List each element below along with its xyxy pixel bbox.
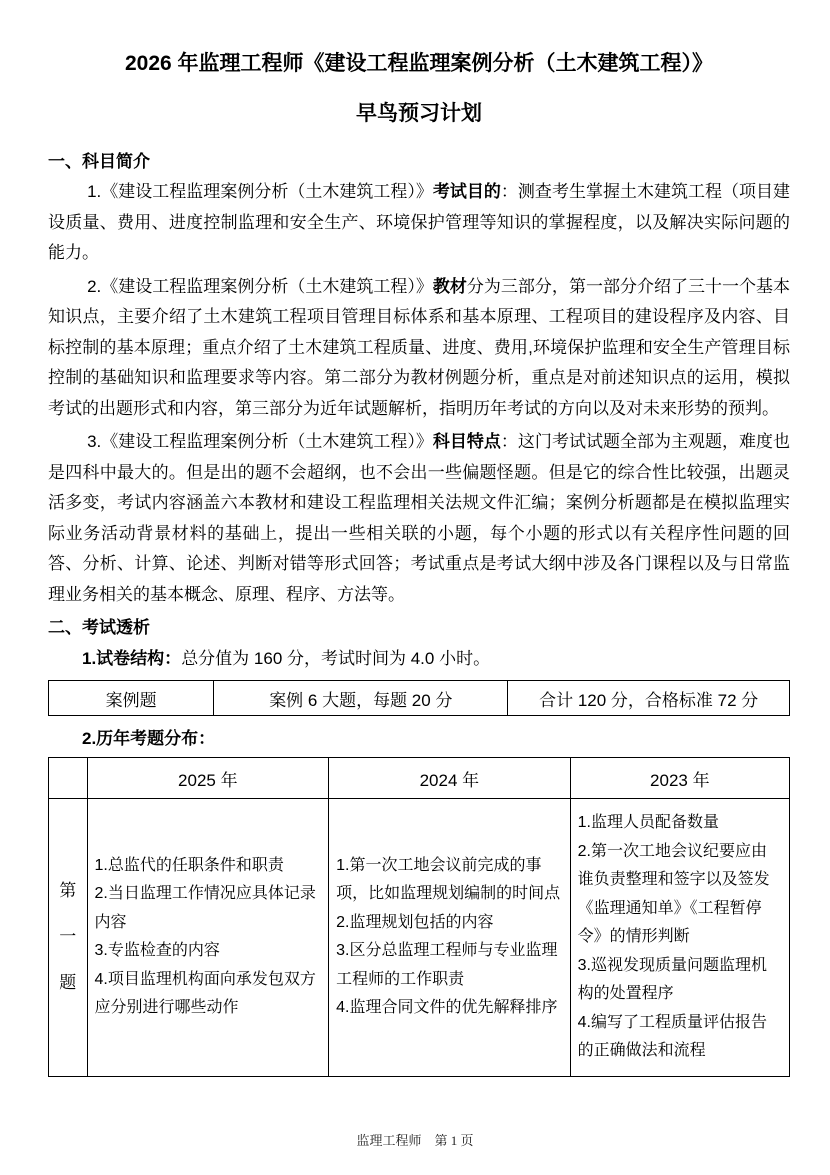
year-header-2024: 2024 年 — [329, 758, 571, 799]
distribution-table — [48, 757, 790, 1077]
page-subtitle: 早鸟预习计划 — [356, 102, 482, 125]
intro-paragraph-1 — [48, 177, 790, 269]
topic-item: 1.监理人员配备数量 — [577, 814, 720, 831]
page-title: 2026 年监理工程师《建设工程监理案例分析（土木建筑工程）》 — [124, 52, 714, 75]
year-header-2023: 2023 年 — [570, 758, 789, 799]
table-row — [49, 799, 790, 1077]
intro-paragraph-1-prefix: 1.《建设工程监理案例分析（土木建筑工程）》 — [87, 182, 433, 201]
intro-paragraph-3-bold: 科目特点 — [432, 432, 501, 451]
intro-paragraph-3-rest: ：这门考试试题全部为主观题，难度也是四科中最大的。但是出的题不会超纲，也不会出一些偏题怪题。但是它的综合性比较强，出题灵活多变，考试内容涵盖六本教材和建设工程监理相关法规文件汇编；案例分析题都是在模拟监理实际业务活动背景材料的基础上，提出一些相关联的小题，每个小题的形式以有关程序性问题的回答、分析、计算、论述、判断对错等形式回答；考试重点是考试大纲中涉及各门课程以及与日常监理业务相关的基本概念、原理、程序、方法等。 — [48, 432, 791, 604]
exam-structure-text: 总分值为 160 分，考试时间为 4.0 小时。 — [181, 649, 491, 668]
section-heading-intro: 一、科目简介 — [48, 152, 150, 171]
exam-structure-label: 1.试卷结构： — [82, 649, 182, 668]
topic-item: 3.专监检查的内容 — [94, 942, 220, 960]
distribution-label-line — [48, 725, 790, 753]
topic-item: 3.巡视发现质量问题监理机构的处置程序 — [577, 956, 768, 1002]
topic-item: 2.当日监理工作情况应具体记录内容 — [94, 885, 316, 931]
table-row — [49, 681, 790, 716]
section-heading-exam: 二、考试透析 — [48, 618, 150, 637]
topic-item: 4.监理合同文件的优先解释排序 — [336, 999, 558, 1017]
distribution-label: 2.历年考题分布： — [82, 729, 216, 748]
topic-item: 1.第一次工地会议前完成的事项，比如监理规划编制的时间点 — [336, 856, 561, 903]
intro-paragraph-2-rest: 分为三部分，第一部分介绍了三十一个基本知识点，主要介绍了土木建筑工程项目管理目标体系和基本原理、工程项目的建设程序及内容、目标控制的基本原理；重点介绍了土木建筑工程质量、进度、费用,环境保护监理和安全生产管理目标控制的基础知识和监理要求等内容。第二部分为教材例题分析，重点是对前述知识点的运用，模拟考试的出题形式和内容，第三部分为近年试题解析，指明历年考试的方向以及对未来形势的预判。 — [48, 276, 791, 418]
intro-paragraph-3-prefix: 3.《建设工程监理案例分析（土木建筑工程）》 — [87, 432, 433, 451]
row-label-char: 第 — [59, 881, 77, 901]
topic-item: 1.总监代的任职条件和职责 — [94, 856, 284, 874]
exam-structure-table — [48, 680, 790, 716]
structure-cell-questions: 案例 6 大题，每题 20 分 — [214, 681, 508, 716]
structure-cell-type: 案例题 — [49, 681, 214, 716]
topics-cell-2023 — [570, 799, 789, 1077]
page-footer: 监理工程师 第 1 页 — [356, 1133, 474, 1148]
structure-cell-score: 合计 120 分，合格标准 72 分 — [508, 681, 790, 716]
table-header-row — [49, 758, 790, 799]
year-header-2025: 2025 年 — [87, 758, 329, 799]
corner-cell — [49, 758, 88, 799]
intro-paragraph-2-bold: 教材 — [432, 276, 467, 296]
row-label-char: 一 — [59, 927, 77, 947]
intro-paragraph-1-bold: 考试目的 — [432, 182, 501, 201]
topics-cell-2024 — [329, 799, 571, 1077]
row-label-char: 题 — [59, 973, 77, 993]
topic-item: 3.区分总监理工程师与专业监理工程师的工作职责 — [336, 942, 558, 988]
intro-paragraph-2 — [48, 272, 790, 425]
intro-paragraph-3 — [48, 427, 790, 610]
topic-item: 2.第一次工地会议纪要应由谁负责整理和签字以及签发《监理通知单》《工程暂停令》的情形判断 — [577, 842, 770, 945]
topic-item: 2.监理规划包括的内容 — [336, 913, 494, 931]
exam-structure-line — [48, 645, 790, 673]
topic-item: 4.项目监理机构面向承发包双方应分别进行哪些动作 — [94, 970, 316, 1017]
intro-paragraph-2-prefix: 2.《建设工程监理案例分析（土木建筑工程）》 — [87, 276, 433, 296]
topics-cell-2025 — [87, 799, 329, 1077]
question-row-label — [49, 799, 88, 1077]
topic-item: 4.编写了工程质量评估报告的正确做法和流程 — [577, 1013, 768, 1059]
intro-paragraph-1-rest: ：测查考生掌握土木建筑工程（项目建设质量、费用、进度控制监理和安全生产、环境保护管理等知识的掌握程度，以及解决实际问题的能力。 — [48, 182, 791, 262]
